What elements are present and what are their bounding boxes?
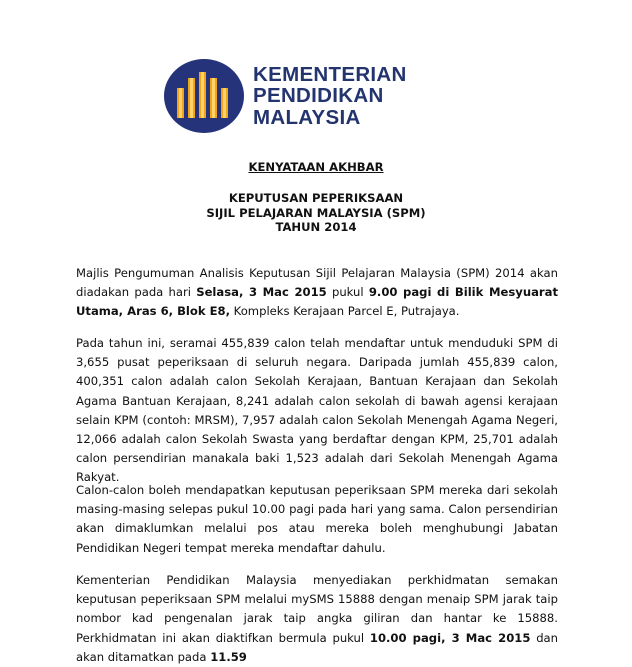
- ministry-name-line2: PENDIDIKAN: [253, 84, 384, 108]
- announcement-venue: 9.00 pagi di Bilik Mesyuarat Utama, Aras 6, Blok E8,: [76, 285, 558, 319]
- paragraph-results-collection: Calon-calon boleh mendapatkan keputusan peperiksaan SPM mereka dari sekolah masing-masing selepas pukul 10.00 pagi pada hari yang sama. Calon persendirian akan dimaklumkan melalui pos atau mereka boleh menghubungi Jabatan Pendidikan Negeri tempat mereka mendaftar dahulu.: [76, 483, 558, 555]
- paragraph-sms-service: [76, 571, 558, 667]
- sms-service-text: Kementerian Pendidikan Malaysia menyediakan perkhidmatan semakan keputusan peperiksaan SPM melalui mySMS 15888 dengan menaip SPM jarak taip nombor kad pengenalan jarak taip angka giliran dan hantar ke 15888. Perkhidmatan ini akan diaktifkan bermula pukul: [76, 573, 558, 645]
- announcement-text: Majlis Pengumuman Analisis Keputusan Sijil Pelajaran Malaysia (SPM) 2014 akan diadakan pada hari: [76, 266, 558, 300]
- sms-service-end: 11.59: [210, 649, 247, 664]
- ministry-emblem-icon: [163, 58, 245, 134]
- announcement-date: Selasa, 3 Mac 2015: [196, 285, 327, 300]
- announcement-text: pukul: [326, 285, 369, 300]
- ministry-logo: [163, 58, 407, 134]
- paragraph-announcement: [76, 264, 558, 322]
- ministry-name-line3: MALAYSIA: [253, 105, 361, 129]
- document-title: [0, 191, 632, 235]
- title-line3: TAHUN 2014: [275, 220, 357, 234]
- ministry-name: [253, 64, 407, 129]
- title-line2: SIJIL PELAJARAN MALAYSIA (SPM): [206, 205, 426, 220]
- paragraph-candidate-statistics: Pada tahun ini, seramai 455,839 calon telah mendaftar untuk menduduki SPM di 3,655 pusat peperiksaan di seluruh negara. Daripada jumlah 455,839 calon, 400,351 calon adalah calon Sekolah Kerajaan, Bantuan Kerajaan dan Sekolah Agama Bantuan Kerajaan, 8,241 adalah calon sekolah di bawah agensi kerajaan selain KPM (contoh: MRSM), 7,957 adalah calon Sekolah Menengah Agama Negeri, 12,066 adalah calon Sekolah Swasta yang berdaftar dengan KPM, 25,701 adalah calon persendirian manakala baki 1,523 adalah dari Sekolah Menengah Agama Rakyat.: [76, 336, 558, 485]
- ministry-name-line1: KEMENTERIAN: [253, 62, 407, 86]
- sms-service-start: 10.00 pagi, 3 Mac 2015: [369, 630, 531, 645]
- announcement-text: Kompleks Kerajaan Parcel E, Putrajaya.: [230, 304, 460, 319]
- sms-service-text: dan akan ditamatkan pada: [76, 630, 559, 664]
- title-line1: KEPUTUSAN PEPERIKSAAN: [228, 191, 404, 205]
- press-statement-label: KENYATAAN AKHBAR: [248, 160, 384, 174]
